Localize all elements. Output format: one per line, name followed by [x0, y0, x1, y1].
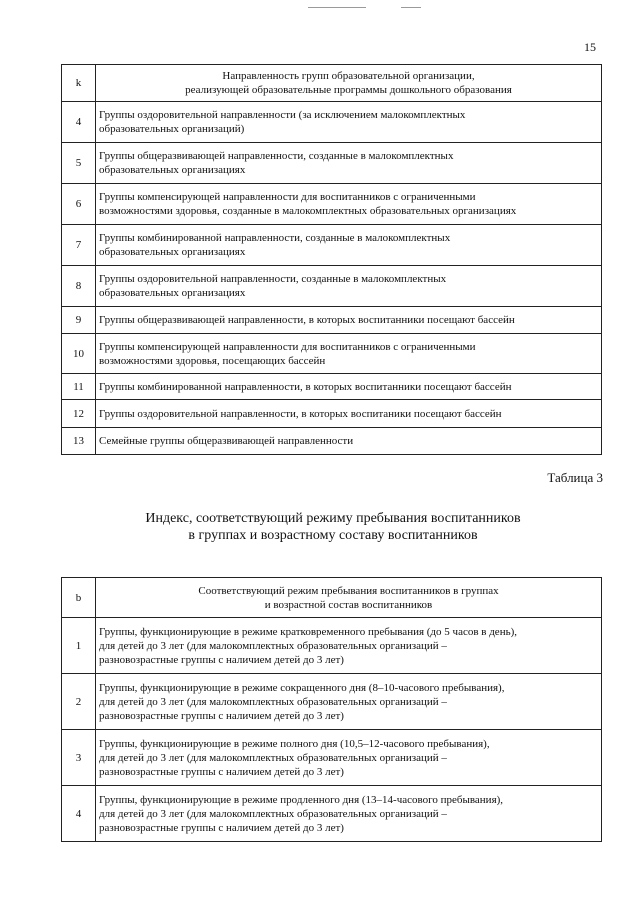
row-text [96, 143, 602, 184]
header-title-cell [96, 578, 602, 618]
row-text [96, 307, 602, 334]
table-row [62, 225, 602, 266]
row-code: 12 [62, 400, 96, 428]
row-line: разновозрастные группы с наличием детей до 3 лет) [99, 821, 344, 834]
row-text [96, 102, 602, 143]
row-line: разновозрастные группы с наличием детей до 3 лет) [99, 765, 344, 778]
row-code: 3 [62, 730, 96, 786]
table-row [62, 266, 602, 307]
heading-line: Индекс, соответствующий режиму пребывания воспитанников [145, 511, 521, 526]
row-line: образовательных организациях [99, 164, 246, 176]
header-line: реализующей образовательные программы дошкольного образования [185, 84, 512, 96]
row-line: Группы общеразвивающей направленности, созданные в малокомплектных [99, 150, 454, 162]
row-line: Группы оздоровительной направленности (за исключением малокомплектных [99, 109, 466, 121]
table-row [62, 102, 602, 143]
row-line: Группы компенсирующей направленности для воспитанников с ограниченными [99, 191, 476, 203]
row-line: возможностями здоровья, посещающих бассейн [99, 354, 326, 367]
row-code: 9 [62, 307, 96, 334]
top-rule-left [308, 7, 366, 8]
row-code: 10 [62, 334, 96, 374]
row-line: Группы, функционирующие в режиме сокращенного дня (8–10-часового пребывания), [99, 681, 505, 694]
row-line: образовательных организациях [99, 246, 246, 258]
header-title-cell [96, 65, 602, 102]
table-row [62, 674, 602, 730]
table-row [62, 400, 602, 428]
row-line: Группы оздоровительной направленности, в которых воспитаники посещают бассейн [99, 407, 502, 420]
row-line: Группы оздоровительной направленности, созданные в малокомплектных [99, 273, 447, 285]
row-code: 1 [62, 618, 96, 674]
row-line: Группы, функционирующие в режиме полного дня (10,5–12-часового пребывания), [99, 737, 490, 750]
row-line: Группы комбинированной направленности, созданные в малокомплектных [99, 232, 451, 244]
stay-mode-index-table [61, 577, 602, 842]
row-code: 8 [62, 266, 96, 307]
row-code: 5 [62, 143, 96, 184]
row-line: образовательных организациях [99, 287, 246, 299]
table-header-row [62, 65, 602, 102]
row-text [96, 786, 602, 842]
table-heading [0, 510, 640, 544]
row-code: 7 [62, 225, 96, 266]
table-row [62, 184, 602, 225]
table-row [62, 307, 602, 334]
table-header-row [62, 578, 602, 618]
row-line: разновозрастные группы с наличием детей до 3 лет) [99, 709, 344, 722]
direction-index-table [61, 64, 602, 455]
row-code: 2 [62, 674, 96, 730]
table-row [62, 786, 602, 842]
row-line: Группы общеразвивающей направленности, в которых воспитанники посещают бассейн [99, 314, 515, 326]
table-row [62, 143, 602, 184]
header-line: Соответствующий режим пребывания воспитанников в группах [198, 584, 499, 597]
header-line: Направленность групп образовательной организации, [222, 70, 475, 82]
row-text [96, 674, 602, 730]
row-text [96, 374, 602, 400]
header-code-cell: b [62, 578, 96, 618]
row-text [96, 266, 602, 307]
row-text [96, 184, 602, 225]
row-text [96, 428, 602, 455]
row-text [96, 618, 602, 674]
table-row [62, 730, 602, 786]
table-row [62, 428, 602, 455]
row-text [96, 225, 602, 266]
table-row [62, 334, 602, 374]
row-line: для детей до 3 лет (для малокомплектных образовательных организаций – [99, 695, 447, 708]
heading-line: в группах и возрастному составу воспитанников [188, 528, 478, 543]
row-line: Группы компенсирующей направленности для воспитанников с ограниченными [99, 340, 476, 353]
row-line: возможностями здоровья, созданные в малокомплектных образовательных организациях [99, 205, 517, 217]
row-text [96, 400, 602, 428]
row-text [96, 334, 602, 374]
header-code-cell: k [62, 65, 96, 102]
row-line: разновозрастные группы с наличием детей до 3 лет) [99, 653, 344, 666]
row-code: 4 [62, 102, 96, 143]
header-line: и возрастной состав воспитанников [264, 598, 433, 611]
top-rule-right [401, 7, 421, 8]
row-line: Группы комбинированной направленности, в которых воспитанники посещают бассейн [99, 380, 512, 393]
table-caption: Таблица 3 [547, 470, 603, 485]
row-code: 11 [62, 374, 96, 400]
row-code: 6 [62, 184, 96, 225]
row-line: образовательных организаций) [99, 123, 245, 135]
row-line: для детей до 3 лет (для малокомплектных образовательных организаций – [99, 751, 447, 764]
row-code: 4 [62, 786, 96, 842]
row-line: для детей до 3 лет (для малокомплектных образовательных организаций – [99, 807, 447, 820]
table-row [62, 618, 602, 674]
row-text [96, 730, 602, 786]
table-row [62, 374, 602, 400]
row-line: Группы, функционирующие в режиме кратковременного пребывания (до 5 часов в день), [99, 625, 518, 638]
row-line: Группы, функционирующие в режиме продленного дня (13–14-часового пребывания), [99, 793, 504, 806]
page-number: 15 [584, 40, 596, 54]
row-line: для детей до 3 лет (для малокомплектных образовательных организаций – [99, 639, 447, 652]
row-code: 13 [62, 428, 96, 455]
row-line: Семейные группы общеразвивающей направленности [99, 435, 354, 447]
